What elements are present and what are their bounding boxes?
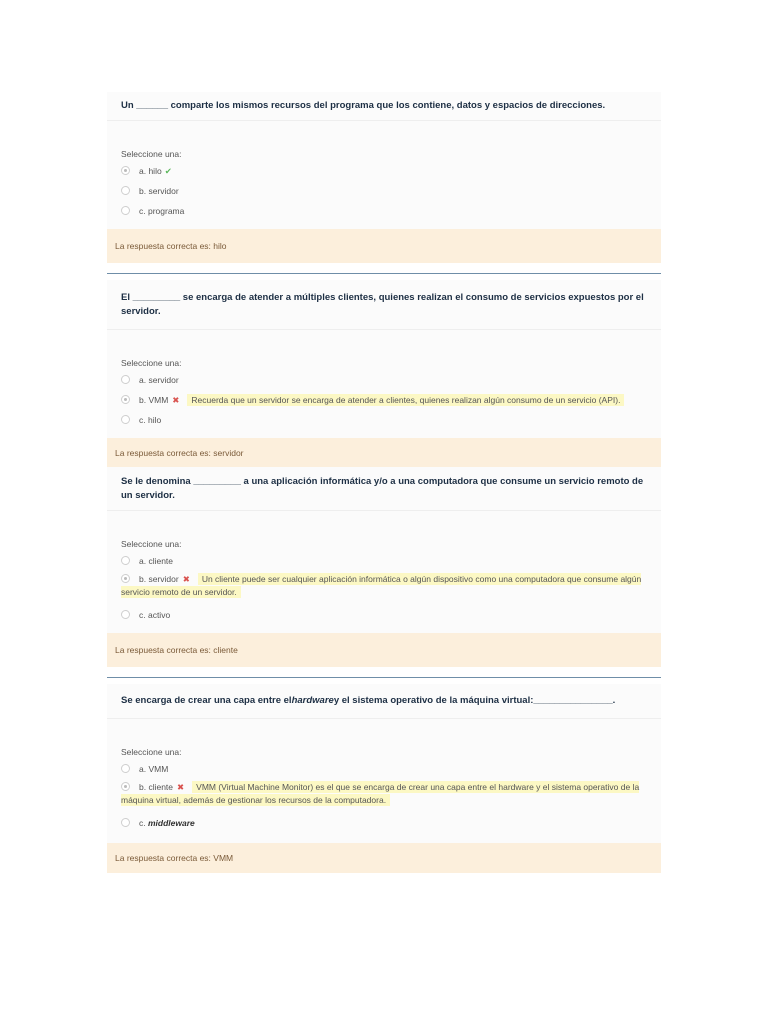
option-label: a. VMM [139, 764, 169, 774]
answer-block [107, 330, 661, 438]
correct-answer-banner: La respuesta correcta es: hilo [107, 229, 661, 263]
select-prompt: Seleccione una: [121, 149, 182, 159]
question-text [107, 684, 661, 719]
radio-icon[interactable] [121, 574, 130, 583]
option-label: b. cliente [139, 782, 174, 792]
feedback-text: Recuerda que un servidor se encarga de atender a clientes, quienes realizan algún consumo de un servicio (API). [187, 394, 624, 406]
option-b[interactable] [121, 185, 651, 198]
radio-icon[interactable] [121, 166, 130, 175]
question-3 [107, 467, 661, 667]
radio-icon[interactable] [121, 395, 130, 404]
question-text-pre: Se encarga de crear una capa entre el [121, 695, 292, 706]
option-b[interactable] [121, 573, 651, 599]
question-text: El _________ se encarga de atender a múltiples clientes, quienes realizan el consumo de servicios expuestos por el servidor. [107, 280, 661, 330]
option-label-emphasis: middleware [147, 818, 195, 828]
question-text-emphasis: hardware [291, 695, 334, 706]
radio-icon[interactable] [121, 415, 130, 424]
answer-block [107, 719, 661, 843]
question-separator [107, 273, 661, 274]
question-separator [107, 677, 661, 678]
radio-icon[interactable] [121, 818, 130, 827]
option-b[interactable] [121, 394, 651, 407]
option-label: b. servidor [139, 574, 179, 584]
cross-icon: ✖ [182, 574, 190, 584]
option-b[interactable] [121, 781, 651, 807]
option-c[interactable] [121, 205, 651, 218]
question-4 [107, 684, 661, 873]
option-label: b. VMM [139, 395, 169, 405]
feedback-text: Un cliente puede ser cualquier aplicación informática o algún dispositivo como una computadora que consume algún servicio remoto de un servidor. [121, 574, 642, 597]
select-prompt: Seleccione una: [121, 358, 182, 368]
radio-icon[interactable] [121, 782, 130, 791]
answer-block [107, 121, 661, 229]
feedback-text: VMM (Virtual Machine Monitor) es el que se encarga de crear una capa entre el hardware y el sistema operativo de la máquina virtual, además de gestionar los recursos de la computadora. [121, 782, 640, 805]
question-2 [107, 280, 661, 467]
option-label: b. servidor [139, 186, 179, 196]
correct-answer-banner: La respuesta correcta es: cliente [107, 633, 661, 667]
cross-icon: ✖ [172, 395, 180, 405]
option-c[interactable] [121, 817, 651, 830]
correct-answer-banner: La respuesta correcta es: VMM [107, 843, 661, 873]
option-label-pre: c. [139, 818, 148, 828]
option-c[interactable] [121, 609, 651, 622]
radio-icon[interactable] [121, 206, 130, 215]
radio-icon[interactable] [121, 610, 130, 619]
option-a[interactable] [121, 374, 651, 387]
question-text: Un ______ comparte los mismos recursos del programa que los contiene, datos y espacios de direcciones. [107, 92, 661, 121]
radio-icon[interactable] [121, 186, 130, 195]
option-label: c. hilo [139, 415, 162, 425]
radio-icon[interactable] [121, 556, 130, 565]
option-c[interactable] [121, 414, 651, 427]
option-label: a. cliente [139, 556, 174, 566]
option-a[interactable] [121, 555, 651, 568]
option-label: c. programa [139, 206, 185, 216]
option-label: a. servidor [139, 375, 179, 385]
option-a[interactable] [121, 763, 651, 776]
answer-block [107, 511, 661, 633]
cross-icon: ✖ [177, 782, 185, 792]
option-label [139, 818, 195, 828]
check-icon: ✔ [164, 166, 172, 176]
correct-answer-banner: La respuesta correcta es: servidor [107, 438, 661, 467]
question-1 [107, 92, 661, 263]
option-label: c. activo [139, 610, 171, 620]
select-prompt: Seleccione una: [121, 747, 182, 757]
option-a[interactable] [121, 165, 651, 178]
option-label: a. hilo [139, 166, 162, 176]
question-text: Se le denomina _________ a una aplicación informática y/o a una computadora que consume un servicio remoto de un servidor. [107, 467, 661, 511]
radio-icon[interactable] [121, 764, 130, 773]
radio-icon[interactable] [121, 375, 130, 384]
question-text-post: y el sistema operativo de la máquina virtual:_______________. [333, 695, 616, 706]
select-prompt: Seleccione una: [121, 539, 182, 549]
